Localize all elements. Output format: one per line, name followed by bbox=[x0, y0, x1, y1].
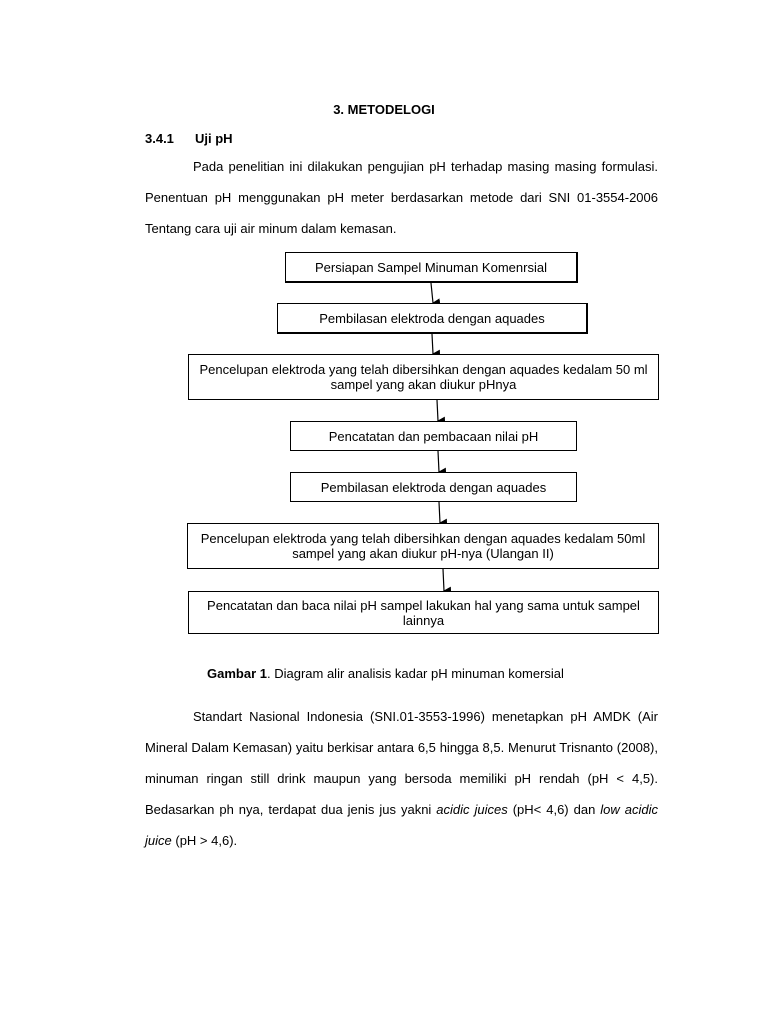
section-title: Uji pH bbox=[195, 131, 233, 146]
flow-arrow bbox=[431, 283, 433, 303]
figure-caption bbox=[207, 666, 564, 681]
intro-paragraph-text: Pada penelitian ini dilakukan pengujian pH terhadap masing masing formulasi. Penentuan pH menggunakan pH meter berdasarkan metode dari SNI 01-3554-2006 Tentang cara uji air minum dalam kemasan. bbox=[145, 159, 658, 236]
term-acidic-juices: acidic juices bbox=[436, 802, 508, 817]
flow-step-3: Pencelupan elektroda yang telah dibersihkan dengan aquades kedalam 50 ml sampel yang akan diukur pHnya bbox=[188, 354, 659, 400]
flow-arrow bbox=[439, 502, 440, 523]
body-paragraph bbox=[145, 701, 658, 856]
term-low-acidic-juice: low acidic juice bbox=[145, 802, 658, 848]
body-paragraph-text-a: Standart Nasional Indonesia (SNI.01-3553-1996) menetapkan pH AMDK (Air Mineral Dalam Kemasan) yaitu berkisar antara 6,5 hingga 8,5. Menurut Trisnanto (2008), minuman ringan still drink maupun yang bersoda memiliki pH rendah (pH < 4,5). Bedasarkan ph nya, terdapat dua jenis jus yakni bbox=[145, 709, 658, 817]
section-number: 3.4.1 bbox=[145, 131, 174, 146]
flow-step-1: Persiapan Sampel Minuman Komenrsial bbox=[285, 252, 578, 283]
flow-arrow bbox=[432, 334, 433, 354]
flow-arrow bbox=[437, 400, 438, 421]
flow-arrow bbox=[438, 451, 439, 472]
flow-step-6: Pencelupan elektroda yang telah dibersihkan dengan aquades kedalam 50ml sampel yang akan diukur pH-nya (Ulangan II) bbox=[187, 523, 659, 569]
page-title: 3. METODELOGI bbox=[333, 102, 435, 117]
body-paragraph-text-b: (pH< 4,6) dan bbox=[507, 802, 601, 817]
flow-arrow bbox=[443, 569, 444, 591]
figure-caption-label: Gambar 1 bbox=[207, 666, 267, 681]
flow-step-4: Pencatatan dan pembacaan nilai pH bbox=[290, 421, 577, 451]
flow-step-7: Pencatatan dan baca nilai pH sampel lakukan hal yang sama untuk sampel lainnya bbox=[188, 591, 659, 634]
flow-step-5: Pembilasan elektroda dengan aquades bbox=[290, 472, 577, 502]
figure-caption-text: . Diagram alir analisis kadar pH minuman komersial bbox=[266, 666, 564, 681]
flow-step-2: Pembilasan elektroda dengan aquades bbox=[277, 303, 588, 334]
body-paragraph-text-c: (pH > 4,6). bbox=[171, 833, 238, 848]
